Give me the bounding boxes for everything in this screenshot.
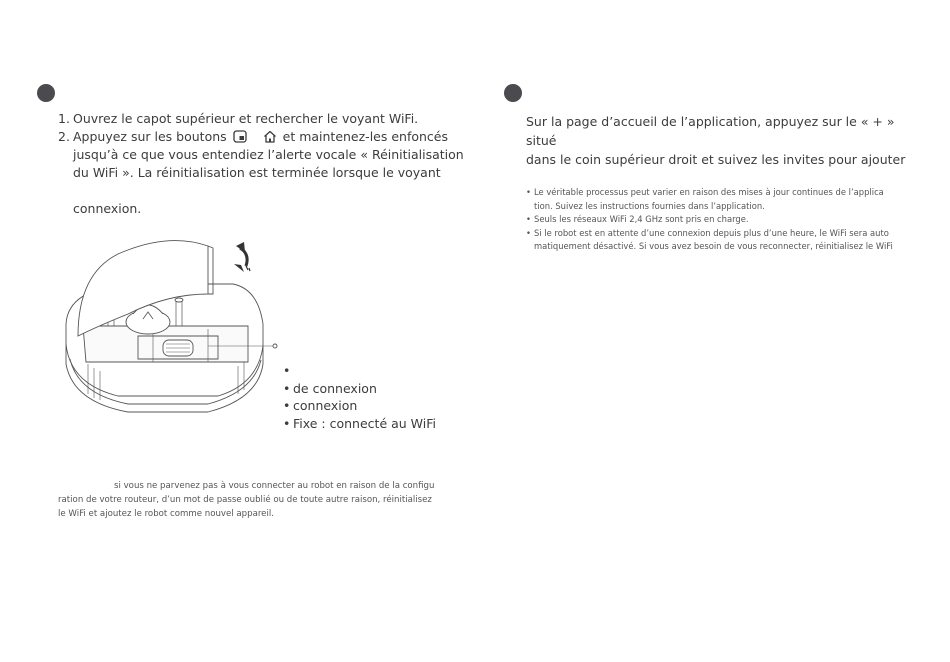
- step-item-2: [58, 128, 464, 218]
- wifi-reset-steps: [58, 110, 464, 218]
- status-item: • Fixe : connecté au WiFi: [283, 415, 436, 433]
- step-text: Appuyez sur les boutons: [73, 129, 227, 144]
- instruction-line: dans le coin supérieur droit et suivez les invites pour ajouter: [526, 152, 906, 167]
- add-device-instructions: [526, 112, 921, 169]
- note-item: • Seuls les réseaux WiFi 2,4 GHz sont pris en charge.: [526, 213, 921, 227]
- step-text: jusqu’à ce que vous entendiez l’alerte vocale « Réinitialisation: [73, 147, 464, 162]
- robot-vacuum-illustration: [58, 234, 308, 424]
- note-item: • Si le robot est en attente d’une connexion depuis plus d’une heure, le WiFi sera auto matiquement désactivé. Si vous avez besoin de vous reconnecter, réinitialisez le WiFi: [526, 227, 921, 254]
- wifi-indicator-status-list: [283, 362, 436, 432]
- status-subtext: • de connexion: [293, 380, 377, 396]
- status-item: [283, 362, 436, 380]
- status-item: [283, 397, 436, 415]
- step-number: 2.: [58, 129, 70, 144]
- step-item-1: [58, 110, 464, 128]
- step-text: connexion.: [73, 201, 142, 216]
- step-text: du WiFi ». La réinitialisation est terminée lorsque le voyant: [73, 165, 441, 180]
- spot-clean-icon: [233, 130, 247, 143]
- status-subtext: • connexion: [293, 398, 358, 413]
- status-item: [283, 380, 436, 398]
- note-line: ration de votre routeur, d’un mot de passe oublié ou de toute autre raison, réinitialisez: [58, 495, 432, 505]
- step-text: et maintenez-les enfoncés: [282, 129, 449, 144]
- step-marker-left: [37, 84, 55, 102]
- note-line: si vous ne parvenez pas à vous connecter au robot en raison de la configu: [114, 481, 435, 491]
- reset-note: [58, 479, 448, 521]
- step-number: 1.: [58, 111, 70, 126]
- step-text: Ouvrez le capot supérieur et rechercher le voyant WiFi.: [73, 111, 419, 126]
- step-marker-right: [504, 84, 522, 102]
- notes-list: [526, 186, 921, 254]
- note-line: le WiFi et ajoutez le robot comme nouvel appareil.: [58, 509, 274, 519]
- home-icon: [263, 130, 277, 143]
- note-item: • Le véritable processus peut varier en raison des mises à jour continues de l’applica tion. Suivez les instructions fournies dans l’application.: [526, 186, 921, 213]
- instruction-line: Sur la page d’accueil de l’application, appuyez sur le « + » situé: [526, 114, 895, 148]
